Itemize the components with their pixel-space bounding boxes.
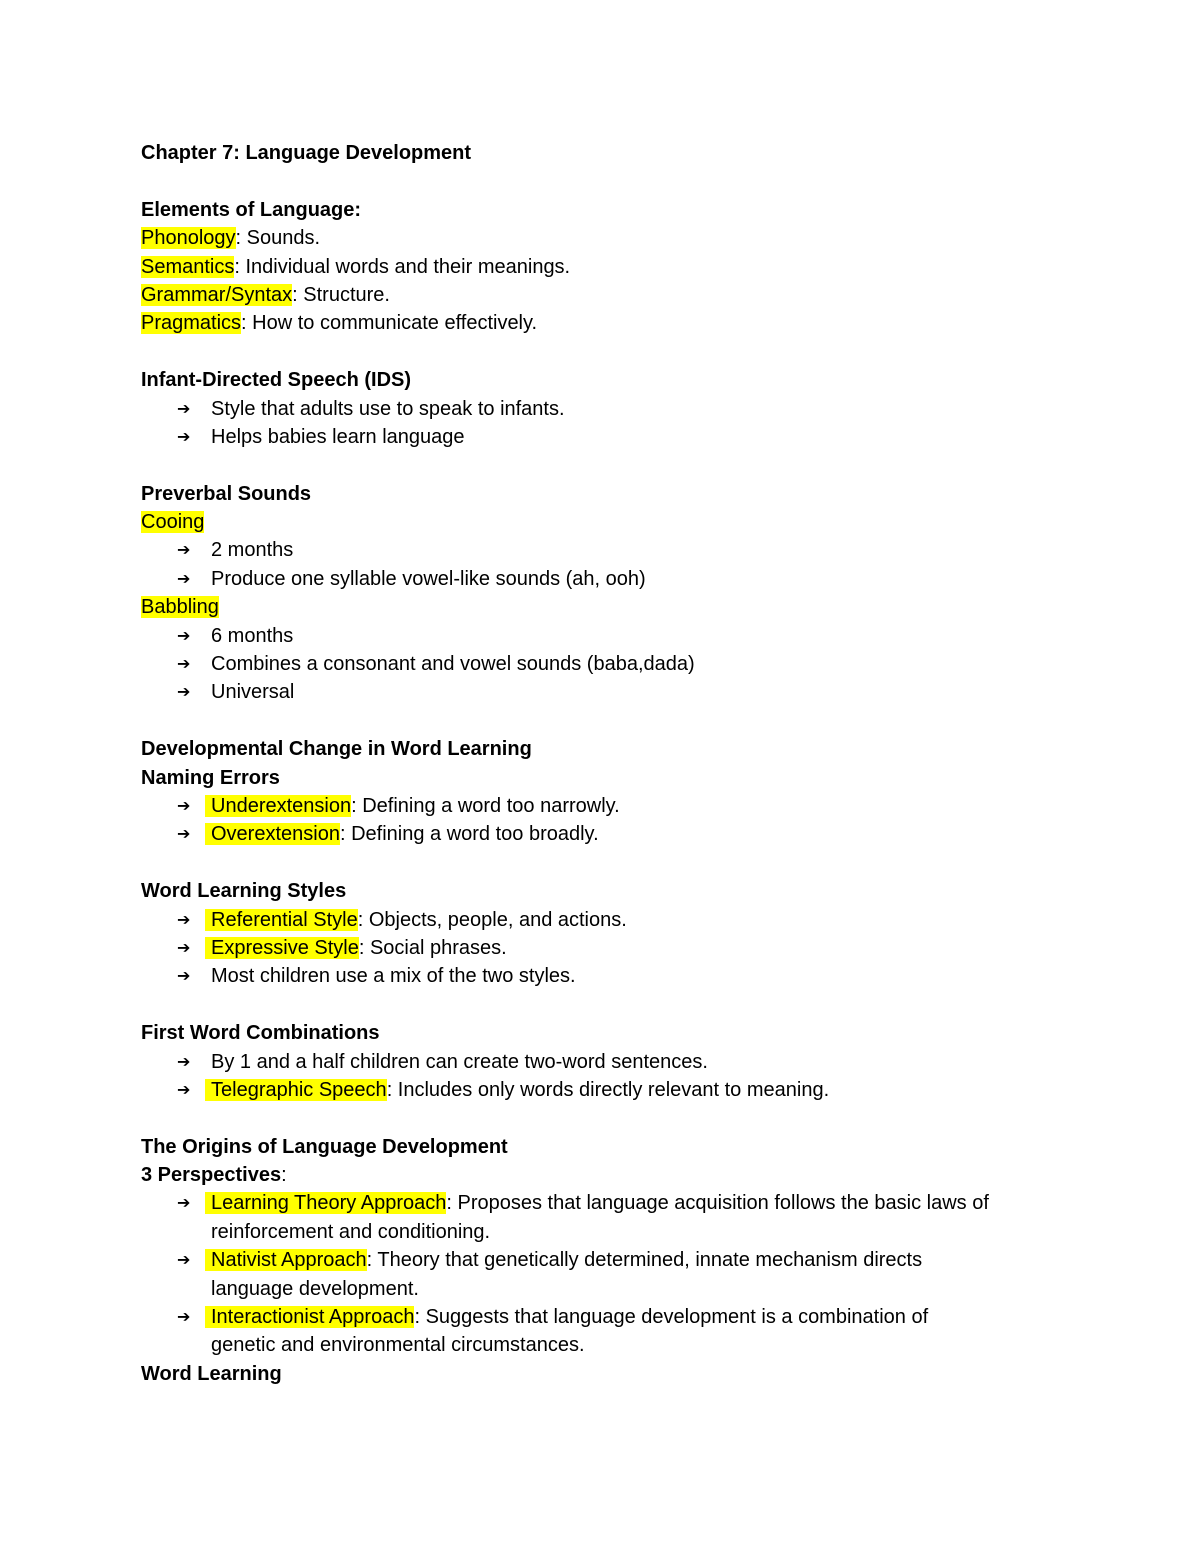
highlighted-term: Nativist Approach <box>205 1249 367 1271</box>
bullet-item: ➔ Learning Theory Approach: Proposes that language acquisition follows the basic laws of <box>141 1189 1081 1217</box>
definition-grammar <box>141 281 1081 309</box>
highlighted-term: Expressive Style <box>205 937 359 959</box>
bullet-item: ➔ Nativist Approach: Theory that genetically determined, innate mechanism directs <box>141 1246 1081 1274</box>
document-page <box>141 139 1081 1388</box>
highlighted-term: Overextension <box>205 823 340 845</box>
bullet-continuation: language development. <box>211 1277 419 1300</box>
arrow-right-icon: ➔ <box>177 426 191 446</box>
bullet-item: ➔ Underextension: Defining a word too narrowly. <box>141 792 1081 820</box>
highlighted-term: Interactionist Approach <box>205 1306 414 1328</box>
section-heading-styles: Word Learning Styles <box>141 880 347 903</box>
definition-pragmatics <box>141 309 1081 337</box>
bullet-item: ➔ Expressive Style: Social phrases. <box>141 934 1081 962</box>
definition-semantics <box>141 253 1081 281</box>
bullet-item: ➔ By 1 and a half children can create two-word sentences. <box>141 1048 1081 1076</box>
bullet-item: ➔ 2 months <box>141 536 1081 564</box>
bullet-item: ➔ Universal <box>141 678 1081 706</box>
definition-phonology <box>141 224 1081 252</box>
bullet-item: ➔ Helps babies learn language <box>141 423 1081 451</box>
highlighted-term: Underextension <box>205 795 351 817</box>
arrow-right-icon: ➔ <box>177 568 191 588</box>
highlighted-term: Phonology <box>141 227 236 250</box>
arrow-right-icon: ➔ <box>177 795 191 815</box>
highlighted-term: Semantics <box>141 255 235 278</box>
section-heading-ids: Infant-Directed Speech (IDS) <box>141 369 412 392</box>
arrow-right-icon: ➔ <box>177 909 191 929</box>
definition-text: : Structure. <box>292 283 390 306</box>
bullet-item: ➔ Produce one syllable vowel-like sounds (ah, ooh) <box>141 565 1081 593</box>
bullet-item: ➔ Overextension: Defining a word too broadly. <box>141 820 1081 848</box>
bullet-item: ➔ Most children use a mix of the two styles. <box>141 962 1081 990</box>
highlighted-term: Referential Style <box>205 909 358 931</box>
page-title: Chapter 7: Language Development <box>141 142 472 164</box>
arrow-right-icon: ➔ <box>177 824 191 844</box>
highlighted-term: Cooing <box>141 511 205 534</box>
arrow-right-icon: ➔ <box>177 937 191 957</box>
section-heading-word-learning: Word Learning <box>141 1362 282 1385</box>
bullet-item: ➔ Style that adults use to speak to infants. <box>141 395 1081 423</box>
highlighted-term: Babbling <box>141 596 219 619</box>
subsection-cooing <box>141 508 1081 536</box>
section-heading-elements: Elements of Language: <box>141 198 362 221</box>
subsection-babbling <box>141 593 1081 621</box>
section-heading-combos: First Word Combinations <box>141 1022 380 1045</box>
section-heading-origins: The Origins of Language Development <box>141 1135 508 1158</box>
arrow-right-icon: ➔ <box>177 1193 191 1213</box>
bullet-item: ➔ Telegraphic Speech: Includes only words directly relevant to meaning. <box>141 1076 1081 1104</box>
highlighted-term: Grammar/Syntax <box>141 283 293 306</box>
arrow-right-icon: ➔ <box>177 540 191 560</box>
definition-text: : Individual words and their meanings. <box>234 255 571 278</box>
section-heading-preverbal: Preverbal Sounds <box>141 482 312 505</box>
subheading-naming-errors: Naming Errors <box>141 766 280 789</box>
definition-text: : Sounds. <box>235 227 321 250</box>
section-heading-word-change: Developmental Change in Word Learning <box>141 738 532 761</box>
highlighted-term: Telegraphic Speech <box>205 1079 387 1101</box>
arrow-right-icon: ➔ <box>177 966 191 986</box>
highlighted-term: Pragmatics <box>141 312 242 335</box>
bullet-item: ➔ Referential Style: Objects, people, and actions. <box>141 906 1081 934</box>
bullet-continuation: reinforcement and conditioning. <box>211 1220 491 1243</box>
arrow-right-icon: ➔ <box>177 398 191 418</box>
arrow-right-icon: ➔ <box>177 654 191 674</box>
arrow-right-icon: ➔ <box>177 1250 191 1270</box>
arrow-right-icon: ➔ <box>177 1307 191 1327</box>
arrow-right-icon: ➔ <box>177 1051 191 1071</box>
bullet-continuation: genetic and environmental circumstances. <box>211 1334 585 1357</box>
definition-text: : How to communicate effectively. <box>241 312 538 335</box>
bullet-item: ➔ 6 months <box>141 622 1081 650</box>
arrow-right-icon: ➔ <box>177 1079 191 1099</box>
arrow-right-icon: ➔ <box>177 682 191 702</box>
subheading-perspectives: 3 Perspectives: <box>141 1164 287 1187</box>
bullet-item: ➔ Combines a consonant and vowel sounds (baba,dada) <box>141 650 1081 678</box>
highlighted-term: Learning Theory Approach <box>205 1192 446 1214</box>
arrow-right-icon: ➔ <box>177 625 191 645</box>
bullet-item: ➔ Interactionist Approach: Suggests that language development is a combination of <box>141 1303 1081 1331</box>
